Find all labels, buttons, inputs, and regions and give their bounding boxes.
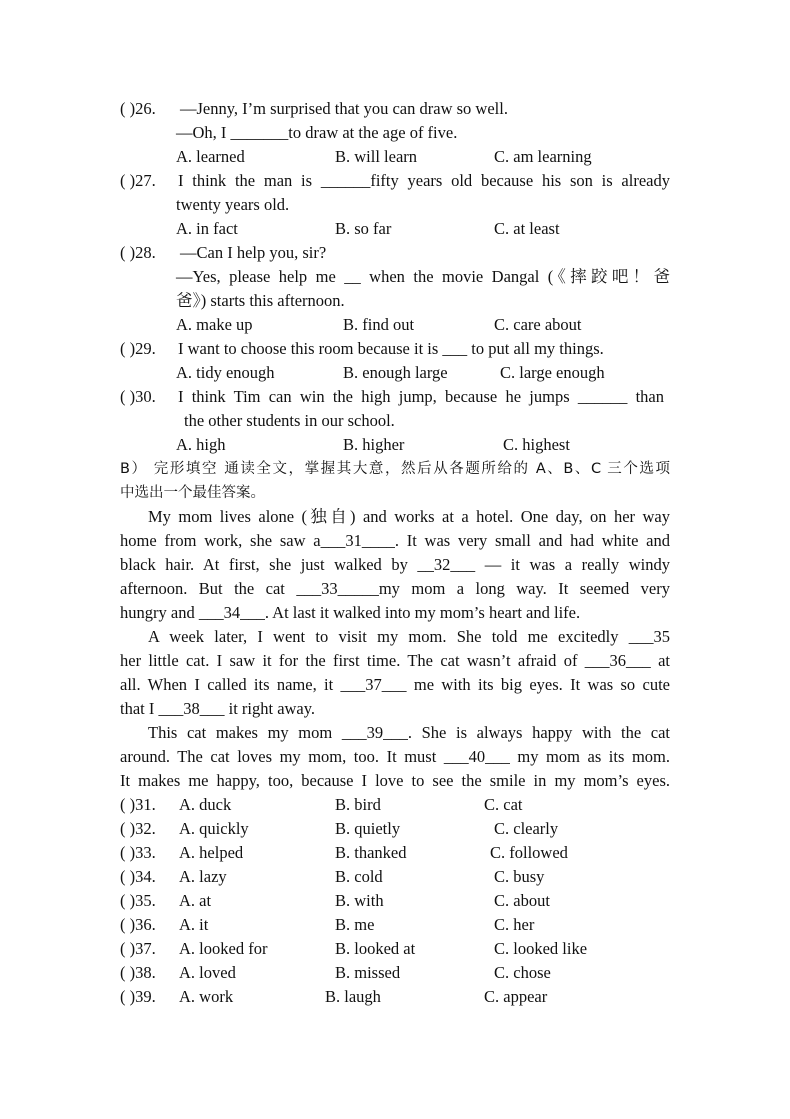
section-b-heading: B） 完形填空 通读全文，掌握其大意，然后从各题所给的 A、B、C 三个选项 bbox=[120, 461, 670, 477]
q27-stem: I think the man is ______fifty years old because his son is already bbox=[178, 171, 670, 190]
q26-option-b: B. will learn bbox=[335, 147, 418, 166]
option-c: C. chose bbox=[494, 963, 551, 982]
option-number: ( )39. bbox=[120, 987, 156, 1006]
q26-stem-2: —Oh, I _______to draw at the age of five. bbox=[176, 123, 458, 142]
option-b: B. me bbox=[335, 915, 375, 934]
option-a: A. duck bbox=[179, 795, 232, 814]
q30-number: ( )30. bbox=[120, 387, 156, 406]
passage-p1-line: afternoon. But the cat ___33_____my mom a long way. It seemed very bbox=[120, 579, 670, 598]
q27-option-a: A. in fact bbox=[176, 219, 238, 238]
q26-option-a: A. learned bbox=[176, 147, 245, 166]
option-b: B. bird bbox=[335, 795, 381, 814]
passage-p2-line: A week later, I went to visit my mom. She told me excitedly ___35 bbox=[148, 627, 670, 646]
option-c: C. followed bbox=[490, 843, 568, 862]
option-c: C. looked like bbox=[494, 939, 588, 958]
q26-stem: —Jenny, I’m surprised that you can draw so well. bbox=[180, 99, 508, 118]
option-number: ( )34. bbox=[120, 867, 156, 886]
q28-stem-3: 爸》) starts this afternoon. bbox=[176, 291, 345, 310]
q27-option-b: B. so far bbox=[335, 219, 392, 238]
option-a: A. lazy bbox=[179, 867, 227, 886]
option-c: C. cat bbox=[484, 795, 523, 814]
q26-option-c: C. am learning bbox=[494, 147, 592, 166]
option-number: ( )35. bbox=[120, 891, 156, 910]
q27-option-c: C. at least bbox=[494, 219, 560, 238]
passage-p1-line: hungry and ___34___. At last it walked into my mom’s heart and life. bbox=[120, 603, 581, 622]
option-c: C. clearly bbox=[494, 819, 559, 838]
option-b: B. looked at bbox=[335, 939, 416, 958]
q29-option-c: C. large enough bbox=[500, 363, 605, 382]
q27-number: ( )27. bbox=[120, 171, 156, 190]
q29-option-b: B. enough large bbox=[343, 363, 448, 382]
q30-option-c: C. highest bbox=[503, 435, 570, 454]
option-number: ( )31. bbox=[120, 795, 156, 814]
option-a: A. it bbox=[179, 915, 209, 934]
passage-p3-line: around. The cat loves my mom, too. It must ___40___ my mom as its mom. bbox=[120, 747, 670, 766]
q30-option-a: A. high bbox=[176, 435, 226, 454]
q27-stem-2: twenty years old. bbox=[176, 195, 290, 214]
option-a: A. quickly bbox=[179, 819, 249, 838]
q29-number: ( )29. bbox=[120, 339, 156, 358]
option-b: B. missed bbox=[335, 963, 401, 982]
q30-option-b: B. higher bbox=[343, 435, 405, 454]
option-a: A. looked for bbox=[179, 939, 268, 958]
passage-p1-line: My mom lives alone (独自) and works at a hotel. One day, on her way bbox=[148, 507, 670, 526]
q30-stem: I think Tim can win the high jump, because he jumps ______ than bbox=[178, 387, 664, 406]
option-number: ( )32. bbox=[120, 819, 156, 838]
option-number: ( )38. bbox=[120, 963, 156, 982]
option-b: B. with bbox=[335, 891, 384, 910]
q29-option-a: A. tidy enough bbox=[176, 363, 275, 382]
section-b-heading-2: 中选出一个最佳答案。 bbox=[120, 485, 265, 501]
passage-p3-line: This cat makes my mom ___39___. She is always happy with the cat bbox=[148, 723, 670, 742]
option-a: A. at bbox=[179, 891, 212, 910]
option-b: B. quietly bbox=[335, 819, 401, 838]
q28-option-b: B. find out bbox=[343, 315, 415, 334]
option-number: ( )33. bbox=[120, 843, 156, 862]
q28-stem: —Can I help you, sir? bbox=[180, 243, 327, 262]
option-c: C. about bbox=[494, 891, 550, 910]
option-a: A. loved bbox=[179, 963, 236, 982]
passage-p2-line: that I ___38___ it right away. bbox=[120, 699, 316, 718]
option-a: A. work bbox=[179, 987, 234, 1006]
q29-stem: I want to choose this room because it is ___ to put all my things. bbox=[178, 339, 604, 358]
option-number: ( )36. bbox=[120, 915, 156, 934]
passage-p2-line: all. When I called its name, it ___37___ me with its big eyes. It was so cute bbox=[120, 675, 670, 694]
option-c: C. her bbox=[494, 915, 535, 934]
option-b: B. laugh bbox=[325, 987, 381, 1006]
option-b: B. thanked bbox=[335, 843, 407, 862]
q28-number: ( )28. bbox=[120, 243, 156, 262]
q28-option-c: C. care about bbox=[494, 315, 582, 334]
passage-p1-line: home from work, she saw a___31____. It was very small and had white and bbox=[120, 531, 670, 550]
option-number: ( )37. bbox=[120, 939, 156, 958]
passage-p3-line: It makes me happy, too, because I love to see the smile in my mom’s eyes. bbox=[120, 771, 670, 790]
passage-p2-line: her little cat. I saw it for the first time. The cat wasn’t afraid of ___36___ at bbox=[120, 651, 670, 670]
q28-stem-2: —Yes, please help me __ when the movie Dangal (《摔跤吧！爸 bbox=[176, 267, 670, 286]
option-c: C. busy bbox=[494, 867, 545, 886]
q26-number: ( )26. bbox=[120, 99, 156, 118]
passage-p1-line: black hair. At first, she just walked by __32___ — it was a really windy bbox=[120, 555, 670, 574]
q30-stem-2: the other students in our school. bbox=[184, 411, 395, 430]
option-b: B. cold bbox=[335, 867, 383, 886]
option-a: A. helped bbox=[179, 843, 244, 862]
q28-option-a: A. make up bbox=[176, 315, 253, 334]
option-c: C. appear bbox=[484, 987, 548, 1006]
